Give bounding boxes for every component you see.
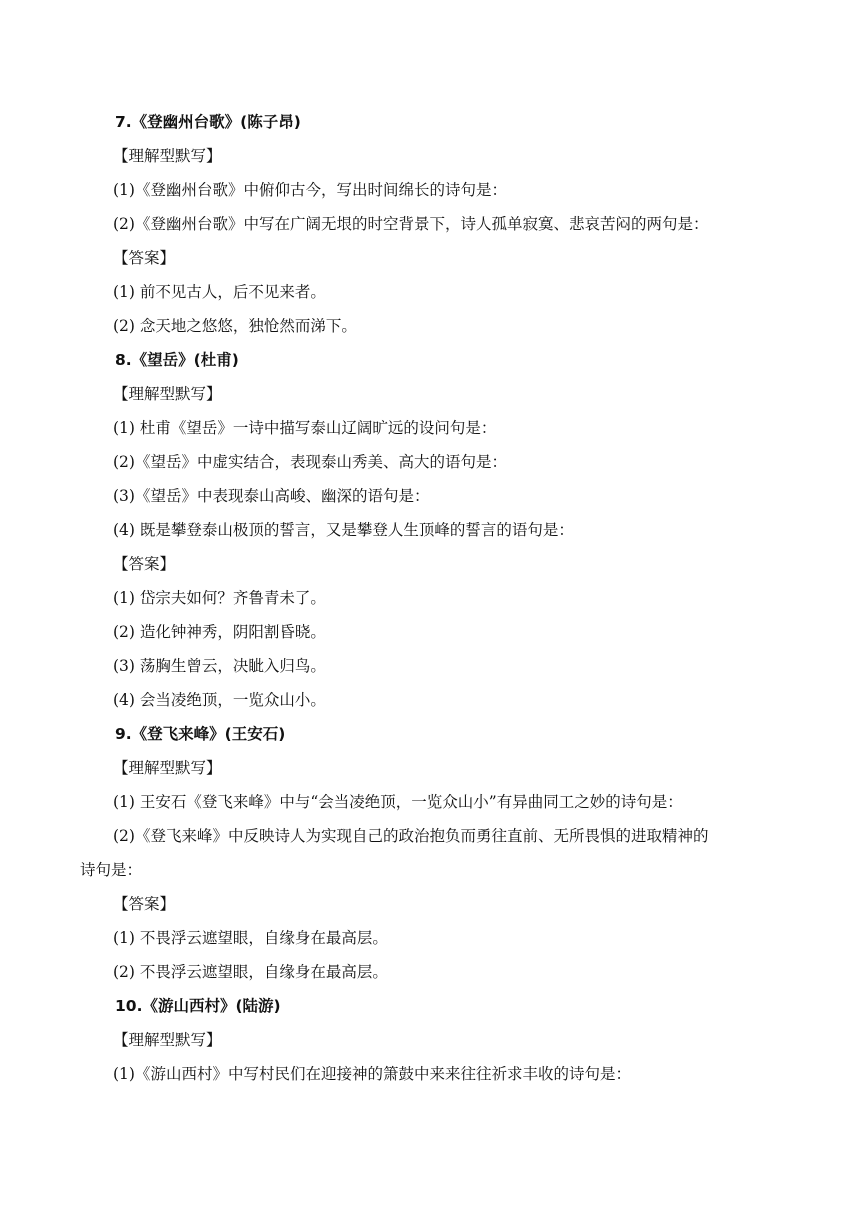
answer-line: (4) 会当凌绝顶，一览众山小。 — [113, 691, 326, 709]
answer-line: (1) 不畏浮云遮望眼，自缘身在最高层。 — [113, 929, 388, 947]
section-heading: 10.《游山西村》(陆游) — [115, 997, 281, 1015]
question-line: (4) 既是攀登泰山极顶的誓言，又是攀登人生顶峰的誓言的语句是： — [113, 521, 574, 539]
question-line: (1)《登幽州台歌》中俯仰古今，写出时间绵长的诗句是： — [113, 181, 507, 199]
understand-label: 【理解型默写】 — [113, 759, 222, 777]
answer-line: (3) 荡胸生曾云，决眦入归鸟。 — [113, 657, 326, 675]
question-line-continued: 诗句是： — [80, 861, 143, 879]
answer-line: (2) 不畏浮云遮望眼，自缘身在最高层。 — [113, 963, 388, 981]
understand-label: 【理解型默写】 — [113, 1031, 222, 1049]
answer-line: (2) 念天地之悠悠，独怆然而涕下。 — [113, 317, 357, 335]
question-line: (3)《望岳》中表现泰山高峻、幽深的语句是： — [113, 487, 430, 505]
understand-label: 【理解型默写】 — [113, 385, 222, 403]
section-heading: 9.《登飞来峰》(王安石) — [115, 725, 286, 743]
section-heading: 8.《望岳》(杜甫) — [115, 351, 239, 369]
answer-label: 【答案】 — [113, 555, 176, 573]
answer-line: (1) 前不见古人，后不见来者。 — [113, 283, 326, 301]
answer-label: 【答案】 — [113, 895, 176, 913]
question-line: (1) 王安石《登飞来峰》中与“会当凌绝顶，一览众山小”有异曲同工之妙的诗句是： — [113, 793, 683, 811]
understand-label: 【理解型默写】 — [113, 147, 222, 165]
section-heading: 7.《登幽州台歌》(陈子昂) — [115, 113, 301, 131]
question-line: (2)《登飞来峰》中反映诗人为实现自己的政治抱负而勇往直前、无所畏惧的进取精神的 — [113, 827, 709, 845]
question-line: (1)《游山西村》中写村民们在迎接神的箫鼓中来来往往祈求丰收的诗句是： — [113, 1065, 631, 1083]
answer-line: (2) 造化钟神秀，阴阳割昏晓。 — [113, 623, 326, 641]
question-line: (2)《登幽州台歌》中写在广阔无垠的时空背景下，诗人孤单寂寞、悲哀苦闷的两句是： — [113, 215, 709, 233]
question-line: (1) 杜甫《望岳》一诗中描写泰山辽阔旷远的设问句是： — [113, 419, 497, 437]
answer-label: 【答案】 — [113, 249, 176, 267]
answer-line: (1) 岱宗夫如何？齐鲁青未了。 — [113, 589, 326, 607]
question-line: (2)《望岳》中虚实结合，表现泰山秀美、高大的语句是： — [113, 453, 507, 471]
